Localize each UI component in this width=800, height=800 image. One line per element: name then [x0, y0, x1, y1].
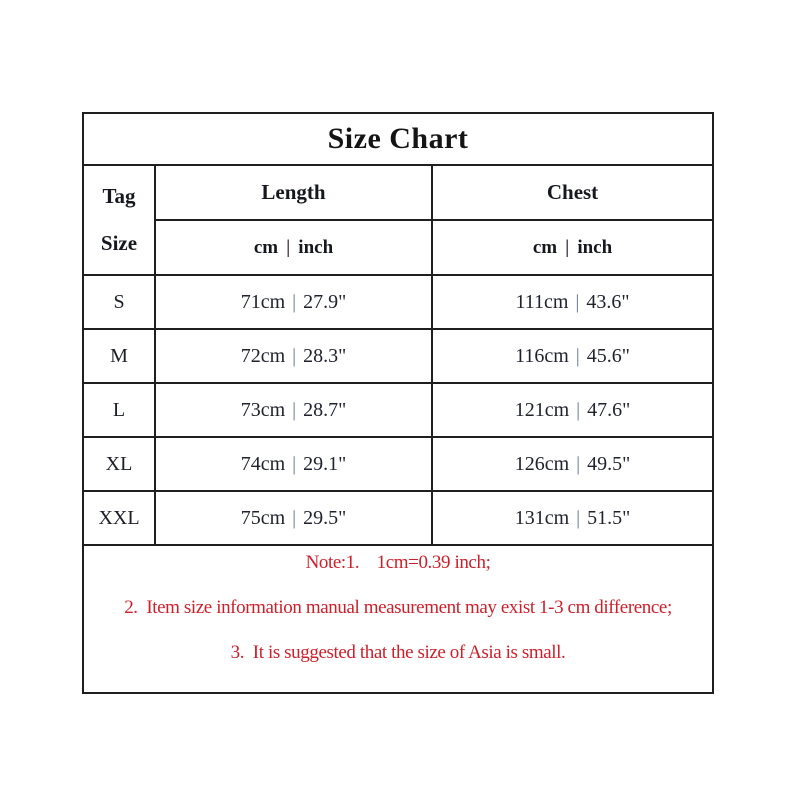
length-value [155, 491, 432, 545]
chest-value [432, 491, 713, 545]
length-inch-value: 29.5" [303, 506, 347, 529]
chest-inch-value: 45.6" [586, 344, 630, 367]
table-row-xl [83, 437, 713, 491]
pipe-separator: | [575, 290, 580, 313]
pipe-separator: | [575, 344, 580, 367]
length-cm-value: 73cm [240, 398, 286, 421]
size-label: L [83, 383, 155, 437]
size-label: XXL [83, 491, 155, 545]
length-cm-value: 75cm [240, 506, 286, 529]
chest-value [432, 383, 713, 437]
size-chart-table [82, 112, 714, 694]
length-inch-value: 27.9" [303, 290, 347, 313]
note-line-1: Note:1. 1cm=0.39 inch; [305, 551, 491, 573]
tag-size-header [83, 165, 155, 275]
unit-inch-label: inch [298, 236, 334, 258]
pipe-separator: | [576, 452, 581, 475]
length-cm-value: 74cm [240, 452, 286, 475]
pipe-separator: | [576, 398, 581, 421]
chest-value [432, 329, 713, 383]
length-inch-value: 29.1" [303, 452, 347, 475]
note-line-2: 2. Item size information manual measurement may exist 1-3 cm difference; [124, 596, 672, 618]
chest-inch-value: 47.6" [587, 398, 631, 421]
pipe-separator: | [286, 236, 291, 258]
length-unit-header [155, 220, 432, 275]
table-row-l [83, 383, 713, 437]
chest-cm-value: 111cm [515, 290, 569, 313]
length-value [155, 329, 432, 383]
chest-column-header: Chest [432, 165, 713, 220]
chest-cm-value: 131cm [514, 506, 570, 529]
table-row-s [83, 275, 713, 329]
pipe-separator: | [292, 290, 297, 313]
length-value [155, 437, 432, 491]
length-inch-value: 28.3" [303, 344, 347, 367]
pipe-separator: | [576, 506, 581, 529]
pipe-separator: | [565, 236, 570, 258]
tag-size-line2: Size [100, 231, 138, 255]
chart-title: Size Chart [83, 113, 713, 165]
chest-value [432, 275, 713, 329]
length-value [155, 383, 432, 437]
chest-value [432, 437, 713, 491]
length-value [155, 275, 432, 329]
pipe-separator: | [292, 344, 297, 367]
tag-size-line1: Tag [102, 184, 136, 208]
size-label: M [83, 329, 155, 383]
column-header-row [83, 165, 713, 220]
length-column-header: Length [155, 165, 432, 220]
chest-unit-header [432, 220, 713, 275]
title-row [83, 113, 713, 165]
chest-cm-value: 121cm [514, 398, 570, 421]
size-label: S [83, 275, 155, 329]
table-row-xxl [83, 491, 713, 545]
unit-header-row [83, 220, 713, 275]
length-inch-value: 28.7" [303, 398, 347, 421]
unit-inch-label: inch [577, 236, 613, 258]
chest-cm-value: 126cm [514, 452, 570, 475]
size-label: XL [83, 437, 155, 491]
chest-inch-value: 51.5" [587, 506, 631, 529]
table-row-m [83, 329, 713, 383]
length-cm-value: 71cm [240, 290, 286, 313]
pipe-separator: | [292, 398, 297, 421]
chest-inch-value: 43.6" [586, 290, 630, 313]
notes-row [83, 545, 713, 693]
pipe-separator: | [292, 452, 297, 475]
unit-cm-label: cm [532, 236, 558, 258]
note-line-3: 3. It is suggested that the size of Asia is small. [230, 641, 566, 663]
length-cm-value: 72cm [240, 344, 286, 367]
chest-cm-value: 116cm [515, 344, 569, 367]
unit-cm-label: cm [253, 236, 279, 258]
chest-inch-value: 49.5" [587, 452, 631, 475]
notes-section [83, 545, 713, 693]
pipe-separator: | [292, 506, 297, 529]
